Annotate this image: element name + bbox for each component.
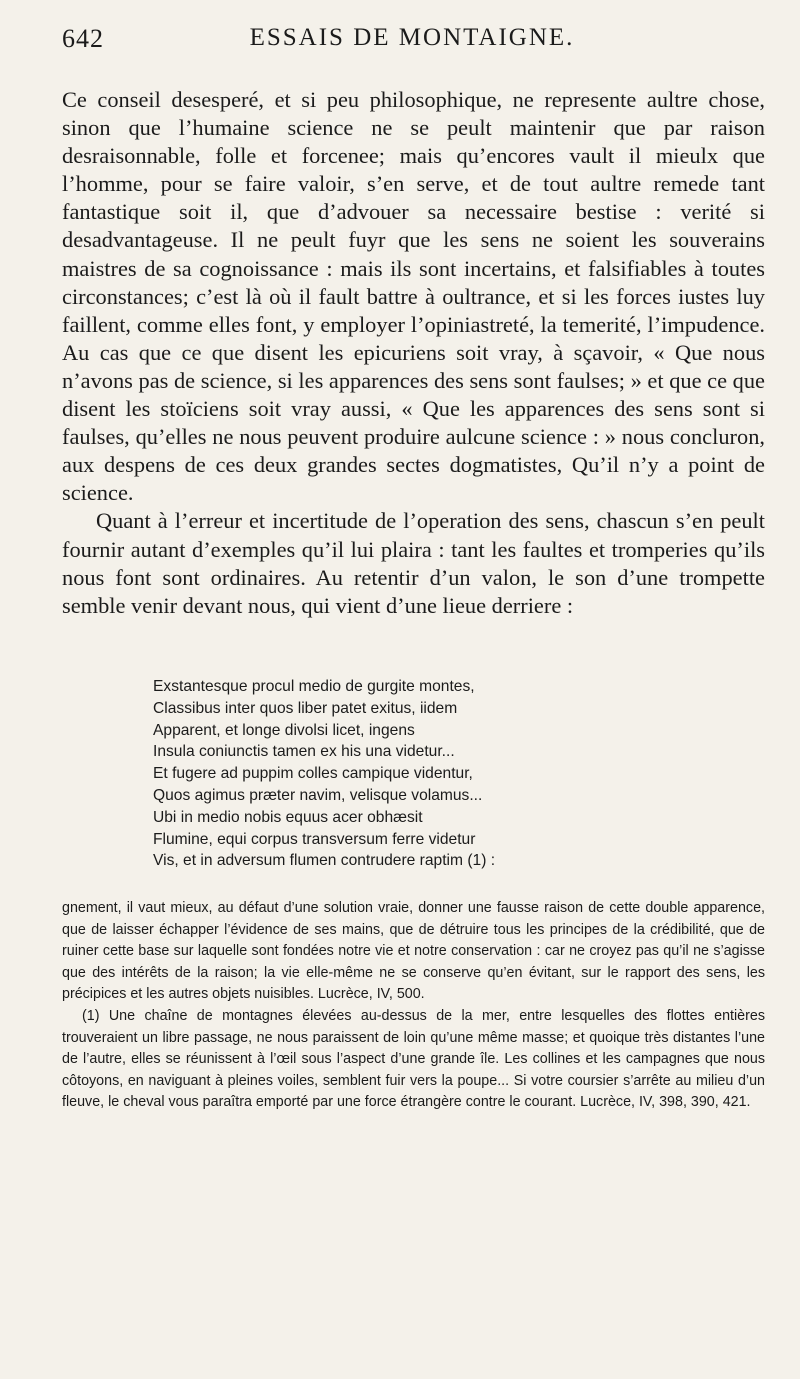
verse-line: Exstantesque procul medio de gurgite montes,	[153, 678, 475, 695]
verse-line: Insula coniunctis tamen ex his una videtur...	[153, 743, 455, 761]
verse-line: Quos agimus præter navim, velisque volamus...	[153, 786, 483, 804]
main-text	[62, 86, 765, 620]
running-title: ESSAIS DE MONTAIGNE.	[249, 24, 575, 51]
latin-verse-quote	[153, 676, 773, 872]
verse-line: Classibus inter quos liber patet exitus, iidem	[153, 699, 458, 717]
verse-line: Ubi in medio nobis equus acer obhæsit	[153, 808, 423, 826]
paragraph-1: Ce conseil desesperé, et si peu philosophique, ne represente aultre chose, sinon que l’humaine science ne se peult maintenir que par raison desraisonnable, folle et forcenee; mais qu’encores vault il mieulx que l’homme, pour se faire valoir, s’en serve, et de tout aultre remede tant fantastique soit il, que d’advouer sa necessaire bestise : verité si desadvantageuse. Il ne peult fuyr que les sens ne soient les souverains maistres de sa cognoissance : mais ils sont incertains, et falsifiables à toutes circonstances; c’est là où il fault battre à oultrance, et si les forces iustes luy faillent, comme elles font, y employer l’opiniastreté, la temerité, l’impudence. Au cas que ce que disent les epicuriens soit vray, à sçavoir, « Que nous n’avons pas de science, si les apparences des sens sont faulses; » et que ce que disent les stoïciens soit vray aussi, « Que les apparences des sens sont si faulses, qu’elles ne nous peuvent produire aulcune science : » nous concluron, aux despens de ces deux grandes sectes dogmatistes, Qu’il n’y a point de science.	[62, 87, 765, 506]
footnote-continuation: gnement, il vaut mieux, au défaut d’une solution vraie, donner une fausse raison de cette double apparence, que de laisser échapper l’évidence de ses mains, que de détruire tous les principes de la crédibilité, que de ruiner cette base sur laquelle sont fondées notre vie et notre conservation : car ne croyez pas qu’il ne s’agisse que des intérêts de la raison; la vie elle-même ne se conserve qu’en évitant, sur le rapport des sens, les précipices et les autres objets nuisibles. Lucrèce, IV, 500.	[62, 900, 765, 1003]
paragraph-2: Quant à l’erreur et incertitude de l’operation des sens, chascun s’en peult fournir autant d’exemples qu’il lui plaira : tant les faultes et tromperies qu’ils nous font sont ordinaires. Au retentir d’un valon, le son d’une trompette semble venir devant nous, qui vient d’une lieue derriere :	[62, 508, 765, 618]
verse-line: Vis, et in adversum flumen contrudere raptim (1) :	[153, 852, 496, 870]
verse-line: Et fugere ad puppim colles campique videntur,	[153, 765, 473, 783]
page-number: 642	[62, 24, 104, 53]
footnote-1: (1) Une chaîne de montagnes élevées au-dessus de la mer, entre lesquelles des flottes entières trouveraient un libre passage, ne nous paraissent de loin qu’une même masse; et quoique très distantes l’une de l’autre, elles se réunissent à l’œil sous l’aspect d’une grande île. Les collines et les campagnes que nous côtoyons, en naviguant à pleines voiles, semblent fuir vers la poupe... Si votre coursier s’arrête au milieu d’un fleuve, le cheval vous paraîtra emporté par une force étrangère contre le courant. Lucrèce, IV, 398, 390, 421.	[62, 1007, 765, 1111]
page-header	[62, 22, 762, 62]
verse-line: Apparent, et longe divolsi licet, ingens	[153, 721, 415, 739]
verse-line: Flumine, equi corpus transversum ferre videtur	[153, 830, 476, 848]
footnotes	[62, 898, 765, 1114]
